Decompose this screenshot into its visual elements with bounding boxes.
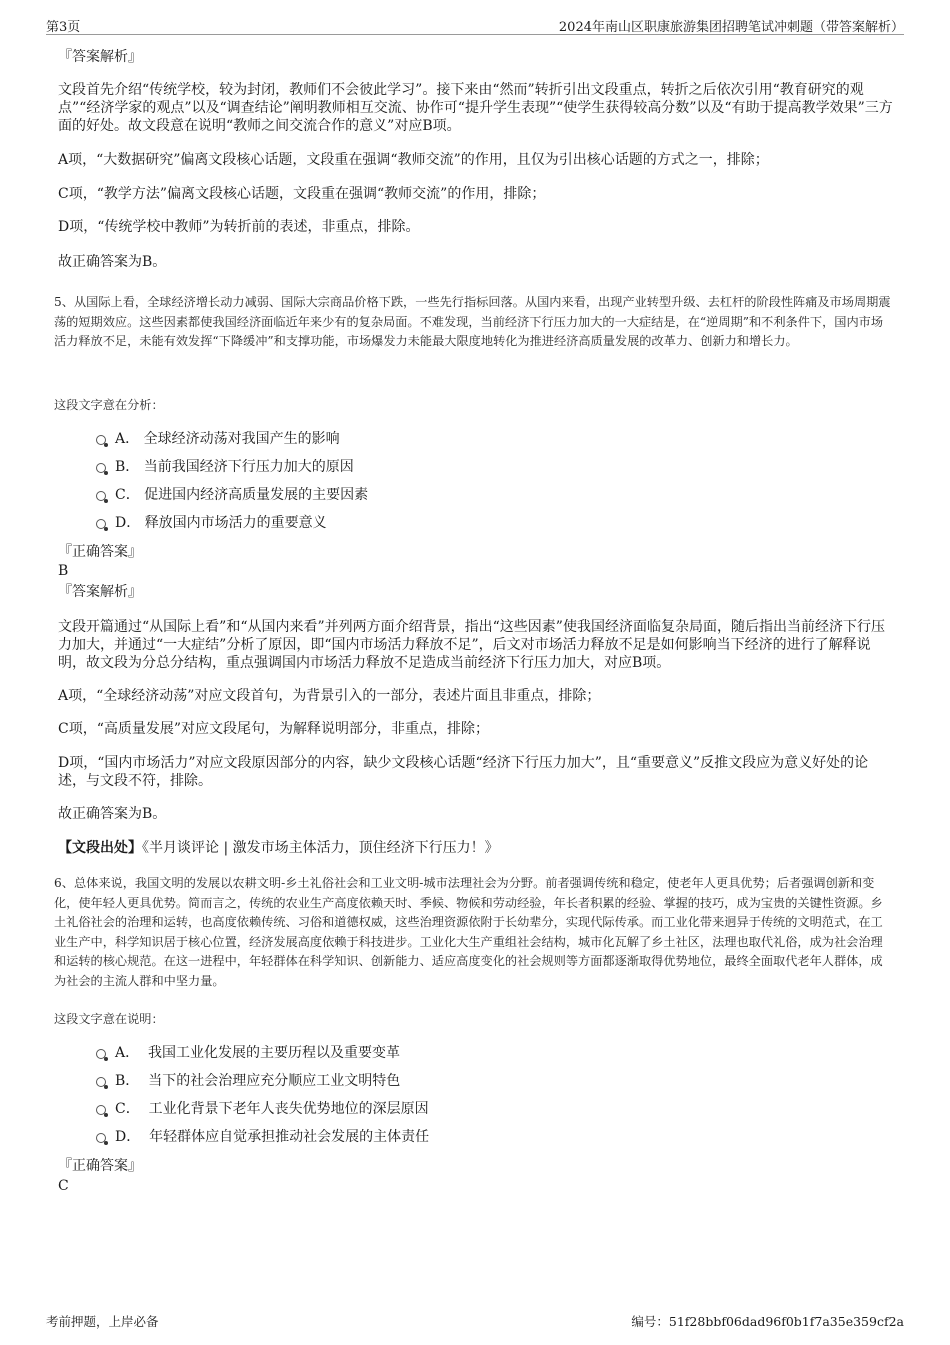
source-tag: 【文段出处】	[58, 840, 142, 856]
document-title: 2024年南山区职康旅游集团招聘笔试冲刺题（带答案解析）	[558, 20, 904, 35]
q4-analysis-tag: 『答案解析』	[58, 49, 142, 65]
radio-icon[interactable]	[96, 1105, 106, 1115]
radio-icon[interactable]	[96, 1049, 106, 1059]
q5-option-d-note: D项，“国内市场活力”对应文段原因部分的内容，缺少文段核心话题“经济下行压力加大”，且“重要意义”反推文段应为意义好处的论述，与文段不符，排除。	[58, 755, 869, 789]
radio-icon[interactable]	[96, 519, 106, 529]
document-id: 编号：51f28bbf06dad96f0b1f7a35e359cf2a	[631, 1314, 904, 1329]
q5-answer-tag: 『正确答案』	[58, 544, 142, 560]
q6-option-d[interactable]: D． 年轻群体应自觉承担推动社会发展的主体责任	[96, 1128, 429, 1146]
q5-option-a-note: A项，“全球经济动荡”对应文段首句，为背景引入的一部分，表述片面且非重点，排除；	[58, 688, 601, 704]
q6-stem: 6、总体来说，我国文明的发展以农耕文明-乡土礼俗社会和工业文明-城市法理社会为分野。前者强调传统和稳定，使老年人更具优势；后者强调创新和变化，使年轻人更具优势。简而言之，传统的农业生产高度依赖天时、季候、物候和劳动经验，年长者积累的经验、掌握的技巧，成为宝贵的关键性资源。乡土礼俗社会的治理和运转，也高度依赖传统、习俗和道德权威，这些治理资源依附于长幼辈分，实现代际传承。而工业化带来迥异于传统的文明范式，在工业生产中，科学知识居于核心位置，经济发展高度依赖于科技进步。工业化大生产重组社会结构，城市化瓦解了乡土社区，法理也取代礼俗，成为社会治理和运转的核心规范。在这一进程中，年轻群体在科学知识、创新能力、适应高度变化的社会规则等方面都逐渐取得优势地位，最终全面取代老年人群体，成为社会的主流人群和中坚力量。	[54, 876, 883, 988]
q5-option-d[interactable]: D． 释放国内市场活力的重要意义	[96, 514, 327, 532]
q6-option-b[interactable]: B． 当下的社会治理应充分顺应工业文明特色	[96, 1072, 400, 1090]
q6-option-a[interactable]: A． 我国工业化发展的主要历程以及重要变革	[96, 1044, 400, 1062]
q4-option-d-note: D项，“传统学校中教师”为转折前的表述，非重点，排除。	[58, 219, 420, 235]
source-title: 《半月谈评论 | 激发市场主体活力，顶住经济下行压力！》	[142, 840, 499, 856]
q5-answer: B	[58, 563, 69, 579]
q4-option-a-note: A项，“大数据研究”偏离文段核心话题，文段重在强调“教师交流”的作用，且仅为引出核心话题的方式之一，排除；	[58, 152, 769, 168]
radio-icon[interactable]	[96, 1077, 106, 1087]
radio-icon[interactable]	[96, 491, 106, 501]
q6-prompt: 这段文字意在说明：	[54, 1012, 164, 1026]
q4-option-c-note: C项，“教学方法”偏离文段核心话题，文段重在强调“教师交流”的作用，排除；	[58, 186, 546, 202]
q5-option-b[interactable]: B． 当前我国经济下行压力加大的原因	[96, 458, 354, 476]
q4-analysis: 文段首先介绍“传统学校，较为封闭，教师们不会彼此学习”。接下来由“然而”转折引出文段重点，转折之后依次引用“教育研究的观点”“经济学家的观点”以及“调查结论”阐明教师相互交流、协作可“提升学生表现”“使学生获得较高分数”以及“有助于提高教学效果”三方面的好处。故文段意在说明“教师之间交流合作的意义”对应B项。	[58, 82, 893, 134]
radio-icon[interactable]	[96, 463, 106, 473]
q5-option-c-note: C项，“高质量发展”对应文段尾句，为解释说明部分，非重点，排除；	[58, 721, 490, 737]
q6-answer: C	[58, 1178, 69, 1194]
q5-analysis: 文段开篇通过“从国际上看”和“从国内来看”并列两方面介绍背景，指出“这些因素”使我国经济面临复杂局面，随后指出当前经济下行压力加大，并通过“一大症结”分析了原因，即“国内市场活力释放不足”，后文对市场活力释放不足是如何影响当下经济的进行了解释说明，故文段为分总分结构，重点强调国内市场活力释放不足造成当前经济下行压力加大，对应B项。	[58, 619, 885, 671]
page-header	[46, 14, 904, 35]
radio-icon[interactable]	[96, 435, 106, 445]
q5-analysis-tag: 『答案解析』	[58, 584, 142, 600]
q5-conclusion: 故正确答案为B。	[58, 806, 167, 822]
footer-slogan: 考前押题，上岸必备	[46, 1314, 159, 1329]
q5-option-c[interactable]: C． 促进国内经济高质量发展的主要因素	[96, 486, 368, 504]
q5-stem: 5、从国际上看，全球经济增长动力减弱、国际大宗商品价格下跌，一些先行指标回落。从国内来看，出现产业转型升级、去杠杆的阶段性阵痛及市场周期震荡的短期效应。这些因素都使我国经济面临近年来少有的复杂局面。不难发现，当前经济下行压力加大的一大症结是，在“逆周期”和不利条件下，国内市场活力释放不足，未能有效发挥“下降缓冲”和支撑功能，市场爆发力未能最大限度地转化为推进经济高质量发展的改革力、创新力和增长力。	[54, 295, 891, 348]
q6-answer-tag: 『正确答案』	[58, 1158, 142, 1174]
q5-option-a[interactable]: A． 全球经济动荡对我国产生的影响	[96, 430, 340, 448]
radio-icon[interactable]	[96, 1133, 106, 1143]
page-number: 第3页	[46, 20, 81, 35]
q5-prompt: 这段文字意在分析：	[54, 398, 164, 412]
q6-option-c[interactable]: C． 工业化背景下老年人丧失优势地位的深层原因	[96, 1100, 429, 1118]
q4-conclusion: 故正确答案为B。	[58, 254, 167, 270]
q5-source	[58, 839, 894, 857]
